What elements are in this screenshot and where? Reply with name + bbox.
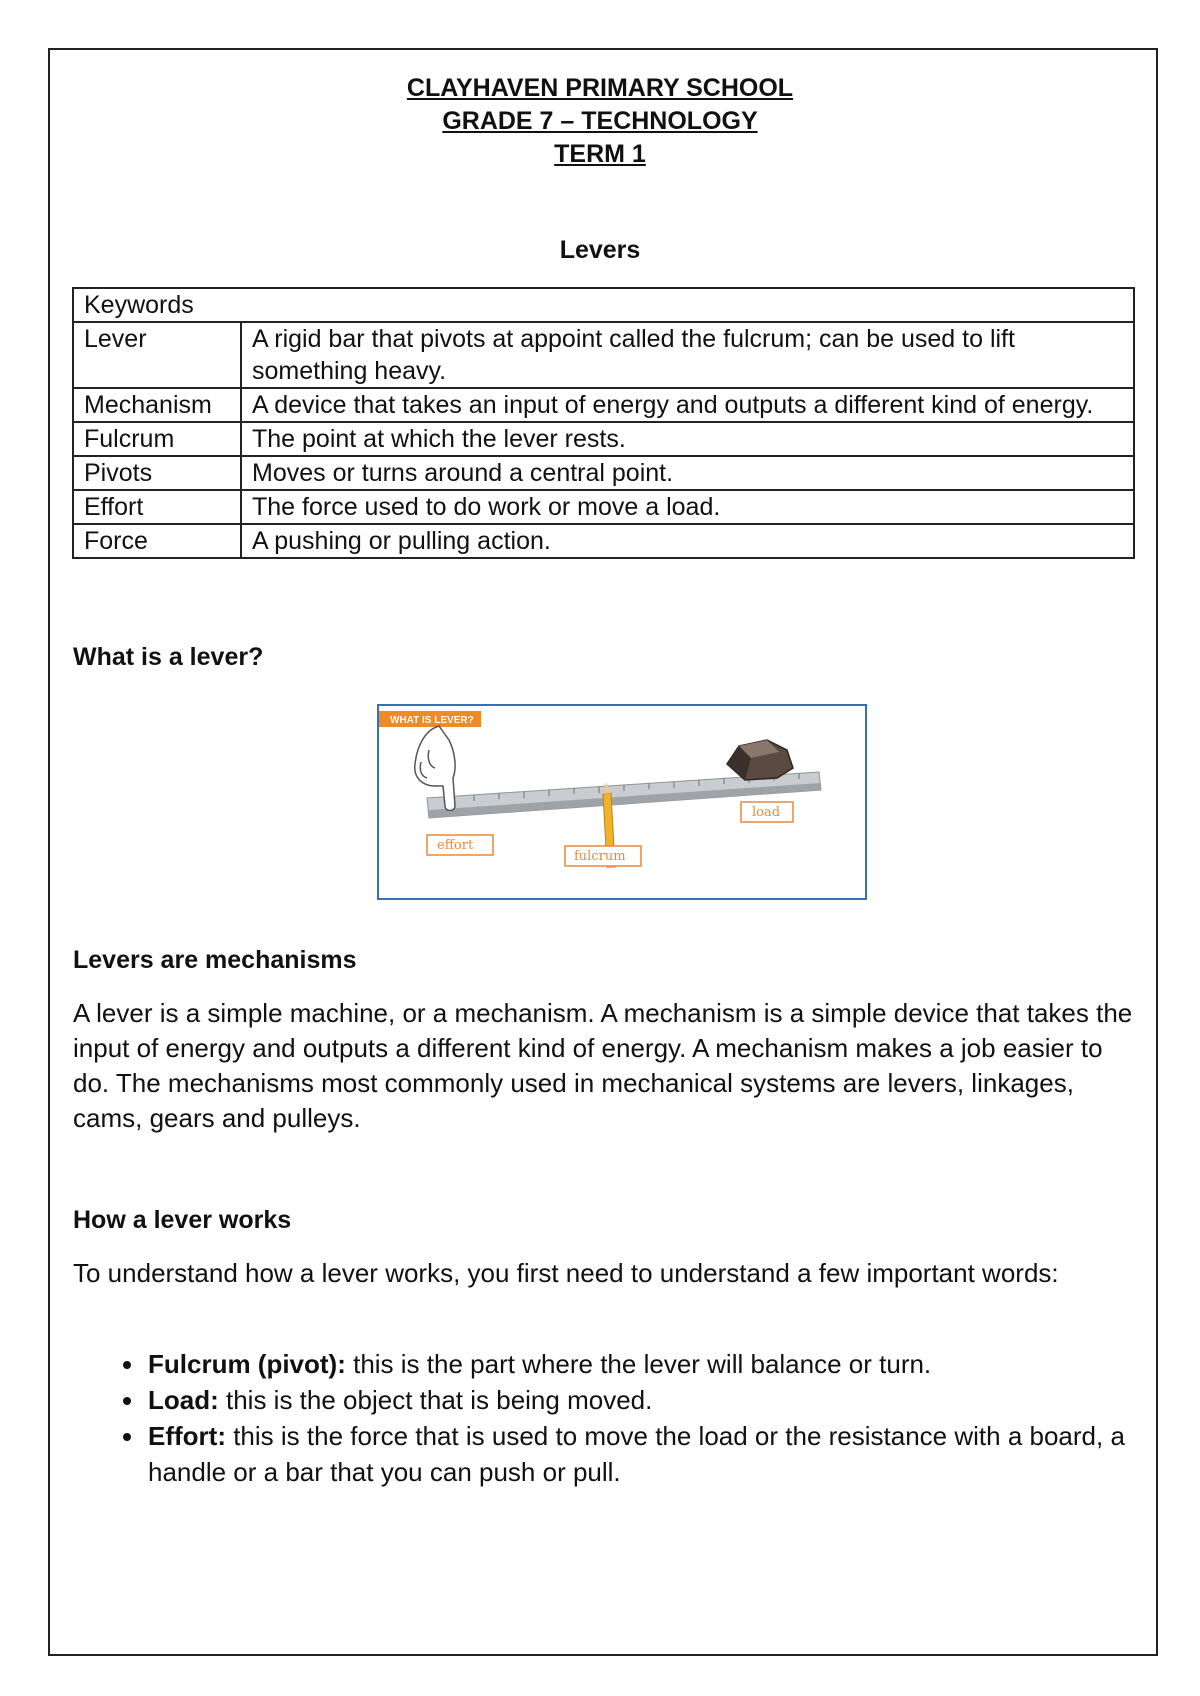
list-item-text: this is the object that is being moved. <box>218 1385 653 1415</box>
list-item <box>146 1418 1196 1490</box>
list-item <box>146 1346 1196 1382</box>
table-row <box>73 456 1134 490</box>
effort-label: effort <box>437 838 474 853</box>
keyword-definition: A pushing or pulling action. <box>241 524 1134 558</box>
term-label: TERM 1 <box>554 140 646 168</box>
table-row <box>73 422 1134 456</box>
list-item-text: this is the force that is used to move the load or the resistance with a board, a handle or a bar that you can push or pull. <box>148 1421 1125 1487</box>
keyword-term: Effort <box>73 490 241 524</box>
what-is-lever-heading: What is a lever? <box>73 643 264 671</box>
mechanisms-paragraph: A lever is a simple machine, or a mechanism. A mechanism is a simple device that takes the input of energy and outputs a different kind of energy. A mechanism makes a job easier to do. The mechanisms most commonly used in mechanical systems are levers, linkages, cams, gears and pulleys. <box>73 998 1133 1133</box>
keyword-term: Force <box>73 524 241 558</box>
list-item-term: Fulcrum (pivot): <box>148 1349 346 1379</box>
how-lever-works-heading: How a lever works <box>73 1206 292 1234</box>
table-header-cell: Keywords <box>73 288 1134 322</box>
rock-load <box>727 740 793 780</box>
effort-label-box <box>427 835 493 855</box>
lever-diagram <box>379 706 865 898</box>
mechanisms-heading: Levers are mechanisms <box>73 946 357 974</box>
load-label-box <box>741 802 793 822</box>
banner-text: WHAT IS LEVER? <box>390 715 474 726</box>
keyword-definition: A device that takes an input of energy and outputs a different kind of energy. <box>241 388 1134 422</box>
keyword-term: Pivots <box>73 456 241 490</box>
table-row <box>73 388 1134 422</box>
table-row <box>73 524 1134 558</box>
keyword-definition: The point at which the lever rests. <box>241 422 1134 456</box>
table-header-row <box>73 288 1134 322</box>
keyword-term: Fulcrum <box>73 422 241 456</box>
fulcrum-label-box <box>565 846 641 866</box>
school-name: CLAYHAVEN PRIMARY SCHOOL <box>406 74 794 102</box>
keyword-definition: The force used to do work or move a load. <box>241 490 1134 524</box>
grade-subject: GRADE 7 – TECHNOLOGY <box>442 107 758 135</box>
keyword-definition: Moves or turns around a central point. <box>241 456 1134 490</box>
list-item-term: Load: <box>148 1385 219 1415</box>
list-item-text: this is the part where the lever will balance or turn. <box>345 1349 932 1379</box>
how-lever-works-intro: To understand how a lever works, you first need to understand a few important words: <box>73 1258 1059 1288</box>
list-item <box>146 1382 1196 1418</box>
keyword-definition: A rigid bar that pivots at appoint called the fulcrum; can be used to lift something heavy. <box>241 322 1134 388</box>
document-header <box>0 72 1200 171</box>
list-item-term: Effort: <box>148 1421 226 1451</box>
load-label: load <box>752 805 781 820</box>
definitions-list <box>102 1346 1196 1490</box>
fulcrum-label: fulcrum <box>574 849 626 864</box>
page-title: Levers <box>559 236 641 264</box>
table-row <box>73 322 1134 388</box>
lever-illustration <box>377 704 867 900</box>
table-row <box>73 490 1134 524</box>
keyword-term: Lever <box>73 322 241 388</box>
keywords-table <box>72 287 1135 559</box>
keyword-term: Mechanism <box>73 388 241 422</box>
